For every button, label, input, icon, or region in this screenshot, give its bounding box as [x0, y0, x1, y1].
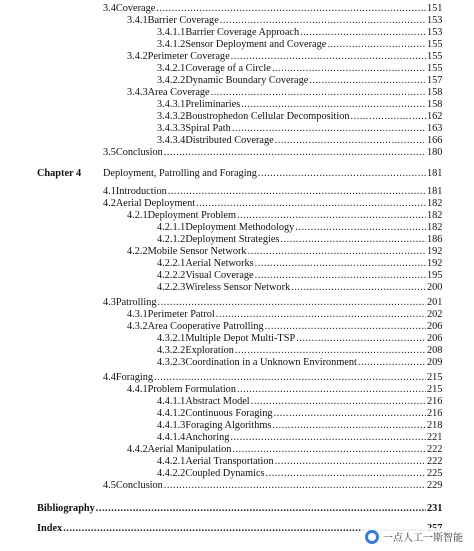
toc-entry-page: 155: [427, 51, 443, 62]
toc-entry-title: Sensor Deployment and Coverage: [185, 39, 327, 50]
dot-leader: [164, 480, 426, 492]
dot-leader: [156, 3, 426, 15]
toc-entry-page: 158: [427, 99, 443, 110]
toc-entry-title: Barrier Coverage Approach: [185, 27, 300, 38]
toc-entry-page: 218: [427, 420, 443, 431]
toc-entry-page: 222: [427, 456, 443, 467]
toc-entry[interactable]: [127, 210, 441, 222]
dot-leader: [272, 63, 426, 75]
toc-entry-number: 4.2.2.2: [157, 270, 186, 281]
toc-entry[interactable]: [157, 63, 441, 75]
dot-leader: [241, 99, 426, 111]
toc-entry-page: 151: [427, 3, 443, 14]
toc-entry[interactable]: [127, 51, 441, 63]
toc-entry-number: 3.4.3.1: [157, 99, 186, 110]
toc-entry-title: Wireless Sensor Network: [185, 282, 291, 293]
toc-entry-title: Continuous Foraging: [185, 408, 273, 419]
toc-entry-page: 200: [427, 282, 443, 293]
toc-entry-title: Bibliography: [37, 503, 95, 514]
toc-entry-title: Deployment Methodology: [185, 222, 295, 233]
toc-entry-page: 209: [427, 357, 443, 368]
dot-leader: [295, 222, 426, 234]
toc-entry-page: 162: [427, 111, 443, 122]
toc-entry-number: 4.4: [103, 372, 116, 383]
toc-entry-page: 202: [427, 309, 443, 320]
dot-leader: [232, 444, 426, 456]
dot-leader: [351, 111, 427, 123]
toc-entry-page: 181: [427, 186, 443, 197]
toc-entry-title: Deployment Strategies: [185, 234, 280, 245]
toc-entry-title: Preliminaries: [185, 99, 241, 110]
toc-entry-number: 4.5: [103, 480, 116, 491]
toc-entry-page: 180: [427, 147, 443, 158]
toc-entry[interactable]: [157, 456, 441, 468]
toc-entry-number: 3.4.3.2: [157, 111, 186, 122]
toc-entry[interactable]: [127, 87, 441, 99]
toc-entry-title: Foraging Algorithms: [185, 420, 272, 431]
toc-entry-number: 4.3: [103, 297, 116, 308]
toc-entry-number: 3.4.3.4: [157, 135, 186, 146]
toc-entry[interactable]: [157, 111, 441, 123]
toc-entry[interactable]: [157, 345, 441, 357]
toc-entry[interactable]: [157, 420, 441, 432]
toc-entry[interactable]: [157, 234, 441, 246]
toc-entry-number: 4.3.1: [127, 309, 148, 320]
toc-entry-page: 153: [427, 15, 443, 26]
toc-entry-page: 163: [427, 123, 443, 134]
toc-entry[interactable]: [127, 15, 441, 27]
dot-leader: [154, 372, 426, 384]
toc-entry-page: 181: [427, 168, 443, 179]
toc-entry-title: Deployment Problem: [147, 210, 236, 221]
toc-entry[interactable]: [103, 372, 441, 384]
toc-entry-number: 4.2.1: [127, 210, 148, 221]
toc-entry[interactable]: [127, 309, 441, 321]
toc-entry-page: 182: [427, 222, 443, 233]
dot-leader: [220, 15, 426, 27]
dot-leader: [237, 210, 426, 222]
toc-entry[interactable]: [157, 270, 441, 282]
dot-leader: [309, 75, 426, 87]
dot-leader: [358, 357, 426, 369]
toc-entry[interactable]: [157, 123, 441, 135]
toc-entry[interactable]: [157, 357, 441, 369]
toc-entry-title: Dynamic Boundary Coverage: [185, 75, 309, 86]
toc-entry-title: Coordination in a Unknown Environment: [185, 357, 357, 368]
toc-entry-title: Barrier Coverage: [147, 15, 219, 26]
toc-entry-number: 4.4.2.2: [157, 468, 186, 479]
toc-entry-title: Coverage of a Circle: [185, 63, 271, 74]
toc-entry-page: 195: [427, 270, 443, 281]
toc-entry-number: 4.4.1.3: [157, 420, 186, 431]
toc-entry[interactable]: [127, 321, 441, 333]
toc-entry-title: Exploration: [185, 345, 234, 356]
watermark: [362, 528, 466, 545]
toc-entry-page: 215: [427, 384, 443, 395]
toc-entry[interactable]: [103, 147, 441, 159]
dot-leader: [158, 297, 427, 309]
toc-entry-title: Aerial Deployment: [115, 198, 196, 209]
toc-entry-number: 3.4.2.1: [157, 63, 186, 74]
toc-entry-title: Perimeter Coverage: [147, 51, 230, 62]
toc-entry-page: 192: [427, 246, 443, 257]
toc-entry[interactable]: [157, 282, 441, 294]
toc-entry-title: Coverage: [115, 3, 156, 14]
toc-entry-title: Visual Coverage: [185, 270, 254, 281]
dot-leader: [232, 123, 426, 135]
toc-entry-page: 225: [427, 468, 443, 479]
toc-entry-page: 208: [427, 345, 443, 356]
toc-entry[interactable]: [103, 198, 441, 210]
toc-entry-title: Aerial Networks: [185, 258, 254, 269]
toc-entry-number: 4.3.2.2: [157, 345, 186, 356]
toc-entry[interactable]: [103, 297, 441, 309]
toc-entry-page: 182: [427, 210, 443, 221]
toc-entry-title: Problem Formulation: [147, 384, 236, 395]
toc-entry-page: 192: [427, 258, 443, 269]
toc-entry-title: Coupled Dynamics: [185, 468, 265, 479]
toc-entry-title: Boustrophedon Cellular Decomposition: [185, 111, 350, 122]
toc-entry-number: 4.4.1.2: [157, 408, 186, 419]
toc-entry-number: 4.4.1: [127, 384, 148, 395]
toc-entry-number: 4.2.2: [127, 246, 148, 257]
toc-entry-number: 3.4.2: [127, 51, 148, 62]
toc-entry-number: 4.3.2.3: [157, 357, 186, 368]
wechat-logo-icon: [365, 530, 379, 544]
chapter-4-label: Chapter 4: [37, 168, 82, 179]
toc-entry[interactable]: [127, 444, 441, 456]
toc-entry[interactable]: [103, 168, 441, 180]
toc-entry-number: 3.5: [103, 147, 116, 158]
toc-entry-title: Spiral Path: [185, 123, 231, 134]
toc-entry-title: Index: [37, 523, 63, 534]
toc-entry-page: 155: [427, 63, 443, 74]
dot-leader: [255, 258, 426, 270]
toc-entry-title: Foraging: [115, 372, 154, 383]
toc-entry-title: Distributed Coverage: [185, 135, 274, 146]
toc-entry-page: 206: [427, 321, 443, 332]
toc-entry-number: 4.4.1.4: [157, 432, 186, 443]
toc-entry[interactable]: [127, 384, 441, 396]
toc-entry-title: Conclusion: [115, 147, 163, 158]
toc-entry[interactable]: [157, 135, 441, 147]
toc-entry[interactable]: [157, 432, 441, 444]
toc-entry[interactable]: [103, 3, 441, 15]
dot-leader: [275, 135, 426, 147]
toc-entry-title: Area Coverage: [147, 87, 210, 98]
toc-entry-title: Anchoring: [185, 432, 230, 443]
dot-leader: [275, 456, 426, 468]
dot-leader: [230, 432, 426, 444]
toc-entry-page: 216: [427, 408, 443, 419]
toc-entry[interactable]: [157, 468, 441, 480]
toc-entry-page: 206: [427, 333, 443, 344]
dot-leader: [255, 270, 426, 282]
dot-leader: [258, 168, 426, 180]
toc-entry-title: Aerial Manipulation: [147, 444, 232, 455]
dot-leader: [231, 51, 426, 63]
toc-entry-page: 182: [427, 198, 443, 209]
dot-leader: [266, 468, 426, 480]
toc-entry-number: 4.4.2.1: [157, 456, 186, 467]
toc-entry-number: 3.4.1: [127, 15, 148, 26]
toc-entry-page: 166: [427, 135, 443, 146]
toc-entry[interactable]: [157, 39, 441, 51]
toc-entry-number: 4.4.2: [127, 444, 148, 455]
toc-entry[interactable]: [103, 480, 441, 492]
toc-entry-title: Patrolling: [115, 297, 157, 308]
toc-entry-title: Abstract Model: [185, 396, 250, 407]
toc-entry-title: Aerial Transportation: [185, 456, 274, 467]
toc-entry-page: 201: [427, 297, 443, 308]
toc-entry-number: 4.2.2.3: [157, 282, 186, 293]
toc-entry-title: Mobile Sensor Network: [147, 246, 247, 257]
dot-leader: [235, 345, 426, 357]
toc-entry[interactable]: [157, 75, 441, 87]
toc-entry-page: 229: [427, 480, 443, 491]
toc-entry-page: 215: [427, 372, 443, 383]
toc-entry-number: 4.1: [103, 186, 116, 197]
dot-leader: [265, 321, 426, 333]
dot-leader: [280, 234, 426, 246]
toc-entry-number: 4.2.1.1: [157, 222, 186, 233]
watermark-text: 一点人工一斯智能: [383, 533, 463, 544]
toc-entry-page: 186: [427, 234, 443, 245]
toc-entry-title: Deployment, Patrolling and Foraging: [103, 168, 257, 179]
toc-entry-number: 3.4.3.3: [157, 123, 186, 134]
dot-leader: [296, 333, 426, 345]
toc-entry[interactable]: [157, 99, 441, 111]
toc-entry-title: Introduction: [115, 186, 167, 197]
toc-entry-number: 3.4.1.2: [157, 39, 186, 50]
toc-entry[interactable]: [157, 27, 441, 39]
toc-entry[interactable]: [157, 408, 441, 420]
toc-entry-number: 4.2: [103, 198, 116, 209]
dot-leader: [300, 27, 426, 39]
dot-leader: [272, 420, 426, 432]
toc-entry-number: 4.2.2.1: [157, 258, 186, 269]
toc-entry-page: 158: [427, 87, 443, 98]
toc-entry[interactable]: [157, 396, 441, 408]
dot-leader: [274, 408, 426, 420]
dot-leader: [327, 39, 426, 51]
toc-entry-number: 4.3.2.1: [157, 333, 186, 344]
toc-entry[interactable]: [157, 222, 441, 234]
toc-entry-number: 3.4.3: [127, 87, 148, 98]
dot-leader: [251, 396, 426, 408]
dot-leader: [196, 198, 426, 210]
toc-entry[interactable]: [157, 333, 441, 345]
dot-leader: [291, 282, 426, 294]
toc-entry-number: 4.4.1.1: [157, 396, 186, 407]
dot-leader: [248, 246, 426, 258]
toc-entry-title: Area Cooperative Patrolling: [147, 321, 264, 332]
dot-leader: [237, 384, 426, 396]
toc-entry-page: 216: [427, 396, 443, 407]
toc-entry[interactable]: [37, 503, 441, 515]
toc-entry-number: 3.4.2.2: [157, 75, 186, 86]
dot-leader: [211, 87, 426, 99]
dot-leader: [168, 186, 426, 198]
toc-entry-page: 157: [427, 75, 443, 86]
dot-leader: [96, 503, 426, 515]
toc-entry[interactable]: [127, 246, 441, 258]
toc-entry[interactable]: [157, 258, 441, 270]
toc-entry-number: 3.4: [103, 3, 116, 14]
toc-entry-page: 221: [427, 432, 443, 443]
toc-entry-title: Conclusion: [115, 480, 163, 491]
toc-entry-number: 4.2.1.2: [157, 234, 186, 245]
toc-entry-page: 153: [427, 27, 443, 38]
dot-leader: [164, 147, 426, 159]
toc-entry[interactable]: [103, 186, 441, 198]
toc-entry-number: 4.3.2: [127, 321, 148, 332]
toc-entry-page: 155: [427, 39, 443, 50]
toc-entry-number: 3.4.1.1: [157, 27, 186, 38]
dot-leader: [216, 309, 426, 321]
toc-entry-page: 231: [427, 503, 443, 514]
toc-entry-title: Perimeter Patrol: [147, 309, 215, 320]
toc-entry-title: Multiple Depot Multi-TSP: [185, 333, 296, 344]
toc-entry-page: 222: [427, 444, 443, 455]
